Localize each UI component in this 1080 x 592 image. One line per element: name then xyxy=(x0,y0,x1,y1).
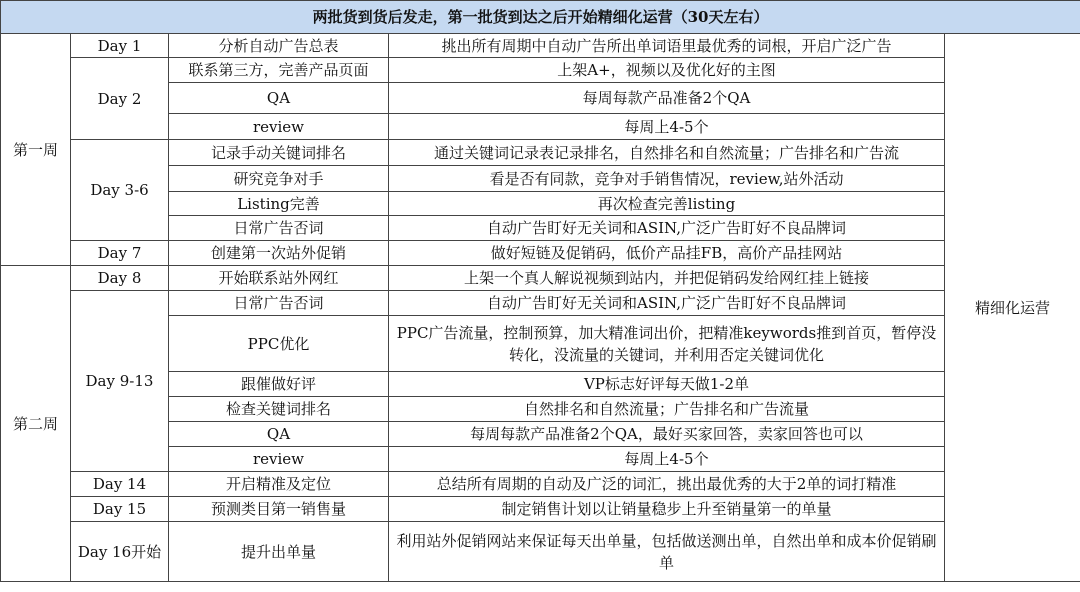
task-cell: 预测类目第一销售量 xyxy=(169,497,389,522)
detail-cell: PPC广告流量，控制预算，加大精准词出价，把精准keywords推到首页，暂停没转化，没流量的关键词，并利用否定关键词优化 xyxy=(389,316,945,372)
detail-cell: 自动广告盯好无关词和ASIN,广泛广告盯好不良品牌词 xyxy=(389,291,945,316)
detail-cell: VP标志好评每天做1-2单 xyxy=(389,372,945,397)
day-label: Day 2 xyxy=(71,58,169,140)
table-row xyxy=(1,291,1080,316)
detail-cell: 每周每款产品准备2个QA，最好买家回答，卖家回答也可以 xyxy=(389,422,945,447)
day-label: Day 1 xyxy=(71,34,169,58)
detail-cell: 再次检查完善listing xyxy=(389,192,945,216)
table-row xyxy=(1,472,1080,497)
detail-cell: 每周上4-5个 xyxy=(389,447,945,472)
task-cell: review xyxy=(169,114,389,140)
day-label: Day 7 xyxy=(71,241,169,266)
table-row xyxy=(1,140,1080,166)
table-row xyxy=(1,497,1080,522)
table-row xyxy=(1,58,1080,83)
task-cell: 联系第三方，完善产品页面 xyxy=(169,58,389,83)
table-row xyxy=(1,522,1080,582)
day-label: Day 16开始 xyxy=(71,522,169,582)
day-label: Day 14 xyxy=(71,472,169,497)
detail-cell: 上架A+，视频以及优化好的主图 xyxy=(389,58,945,83)
task-cell: review xyxy=(169,447,389,472)
detail-cell: 看是否有同款，竞争对手销售情况，review,站外活动 xyxy=(389,166,945,192)
day-label: Day 15 xyxy=(71,497,169,522)
task-cell: 分析自动广告总表 xyxy=(169,34,389,58)
task-cell: PPC优化 xyxy=(169,316,389,372)
task-cell: 检查关键词排名 xyxy=(169,397,389,422)
day-label: Day 8 xyxy=(71,266,169,291)
detail-cell: 利用站外促销网站来保证每天出单量，包括做送测出单，自然出单和成本价促销刷单 xyxy=(389,522,945,582)
detail-cell: 每周每款产品准备2个QA xyxy=(389,83,945,114)
week-1-label: 第一周 xyxy=(1,34,71,266)
task-cell: QA xyxy=(169,422,389,447)
detail-cell: 挑出所有周期中自动广告所出单词语里最优秀的词根，开启广泛广告 xyxy=(389,34,945,58)
table-row xyxy=(1,241,1080,266)
detail-cell: 总结所有周期的自动及广泛的词汇，挑出最优秀的大于2单的词打精准 xyxy=(389,472,945,497)
task-cell: 跟催做好评 xyxy=(169,372,389,397)
detail-cell: 自然排名和自然流量；广告排名和广告流量 xyxy=(389,397,945,422)
detail-cell: 制定销售计划以让销量稳步上升至销量第一的单量 xyxy=(389,497,945,522)
task-cell: Listing完善 xyxy=(169,192,389,216)
task-cell: QA xyxy=(169,83,389,114)
detail-cell: 每周上4-5个 xyxy=(389,114,945,140)
task-cell: 记录手动关键词排名 xyxy=(169,140,389,166)
side-label: 精细化运营 xyxy=(945,34,1080,582)
task-cell: 日常广告否词 xyxy=(169,216,389,241)
table-row xyxy=(1,266,1080,291)
title-row xyxy=(1,1,1080,34)
detail-cell: 做好短链及促销码，低价产品挂FB，高价产品挂网站 xyxy=(389,241,945,266)
task-cell: 研究竞争对手 xyxy=(169,166,389,192)
table-row xyxy=(1,34,1080,58)
detail-cell: 上架一个真人解说视频到站内，并把促销码发给网红挂上链接 xyxy=(389,266,945,291)
week-2-label: 第二周 xyxy=(1,266,71,582)
day-label: Day 3-6 xyxy=(71,140,169,241)
task-cell: 开始联系站外网红 xyxy=(169,266,389,291)
detail-cell: 通过关键词记录表记录排名，自然排名和自然流量；广告排名和广告流 xyxy=(389,140,945,166)
day-label: Day 9-13 xyxy=(71,291,169,472)
task-cell: 日常广告否词 xyxy=(169,291,389,316)
task-cell: 开启精准及定位 xyxy=(169,472,389,497)
table-title: 两批货到货后发走，第一批货到达之后开始精细化运营（30天左右） xyxy=(1,1,1080,34)
detail-cell: 自动广告盯好无关词和ASIN,广泛广告盯好不良品牌词 xyxy=(389,216,945,241)
task-cell: 提升出单量 xyxy=(169,522,389,582)
task-cell: 创建第一次站外促销 xyxy=(169,241,389,266)
